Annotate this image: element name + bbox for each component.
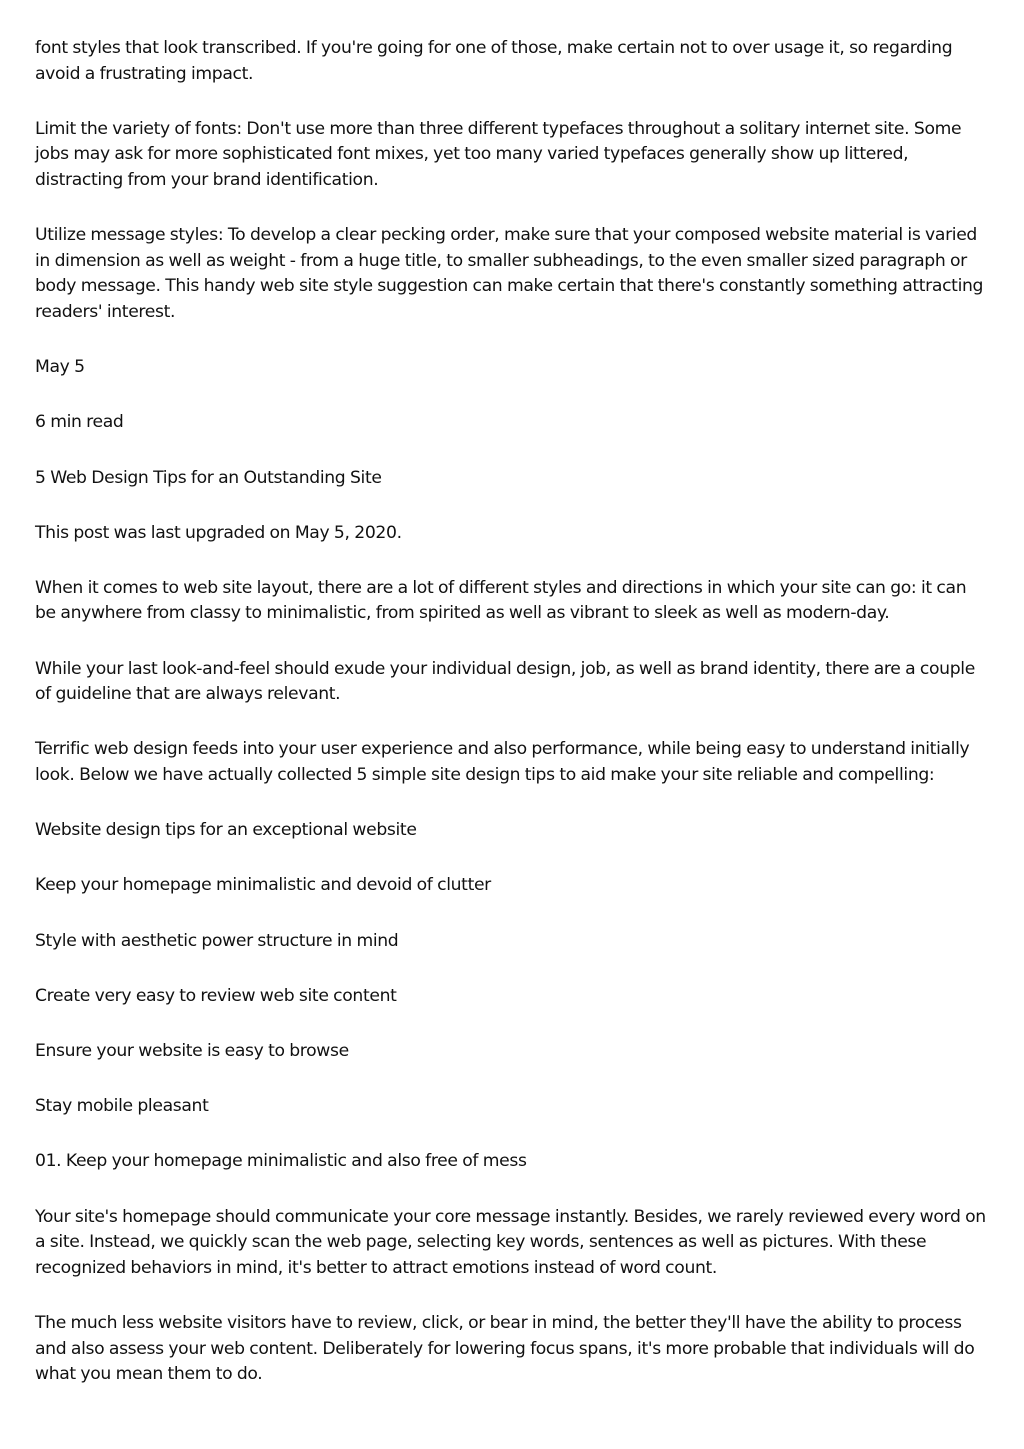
section-heading-01: 01. Keep your homepage minimalistic and also free of mess <box>35 1151 527 1172</box>
tip-item-1: Keep your homepage minimalistic and devoid of clutter <box>35 875 491 896</box>
paragraph-limit-fonts: Limit the variety of fonts: Don't use more than three different typefaces throughout a solitary internet site. Some jobs may ask for more sophisticated font mixes, yet too many varied typefaces generally show up littered, distracting from your brand identification. <box>35 118 962 190</box>
post-title: 5 Web Design Tips for an Outstanding Site <box>35 467 382 488</box>
paragraph-less-is-better: The much less website visitors have to review, click, or bear in mind, the better they'll have the ability to process and also assess your web content. Deliberately for lowering focus spans, it's more probable that individuals will do what you mean them to do. <box>35 1312 975 1385</box>
paragraph-tips-intro: Terrific web design feeds into your user experience and also performance, while being easy to understand initially look. Below we have actually collected 5 simple site design tips to aid make your site reliable and compelling: <box>35 739 970 786</box>
post-date: May 5 <box>35 357 85 378</box>
paragraph-font-styles-continued: font styles that look transcribed. If you're going for one of those, make certain not to over usage it, so regarding avoid a frustrating impact. <box>35 38 953 84</box>
tips-list-heading: Website design tips for an exceptional website <box>35 820 417 841</box>
paragraph-homepage-message: Your site's homepage should communicate your core message instantly. Besides, we rarely reviewed every word on a site. Instead, we quickly scan the web page, selecting key words, sentences as well as pictures. With these recognized behaviors in mind, it's better to attract emotions instead of word count. <box>35 1206 986 1278</box>
tip-item-5: Stay mobile pleasant <box>35 1096 209 1117</box>
paragraph-guidelines: While your last look-and-feel should exude your individual design, job, as well as brand identity, there are a couple of guideline that are always relevant. <box>35 658 975 705</box>
paragraph-intro: When it comes to web site layout, there are a lot of different styles and directions in which your site can go: it can be anywhere from classy to minimalistic, from spirited as well as vibrant to sleek as well as modern-day. <box>35 577 967 624</box>
read-time: 6 min read <box>35 412 124 433</box>
tip-item-3: Create very easy to review web site content <box>35 985 397 1006</box>
paragraph-message-styles: Utilize message styles: To develop a clear pecking order, make sure that your composed website material is varied in dimension as well as weight - from a huge title, to smaller subheadings, to the even smaller sized paragraph or body message. This handy web site style suggestion can make certain that there's constantly something attracting readers' interest. <box>35 225 984 322</box>
tip-item-2: Style with aesthetic power structure in mind <box>35 930 399 951</box>
document-page <box>35 36 991 1417</box>
tip-item-4: Ensure your website is easy to browse <box>35 1040 349 1061</box>
post-updated-note: This post was last upgraded on May 5, 2020. <box>35 522 402 543</box>
